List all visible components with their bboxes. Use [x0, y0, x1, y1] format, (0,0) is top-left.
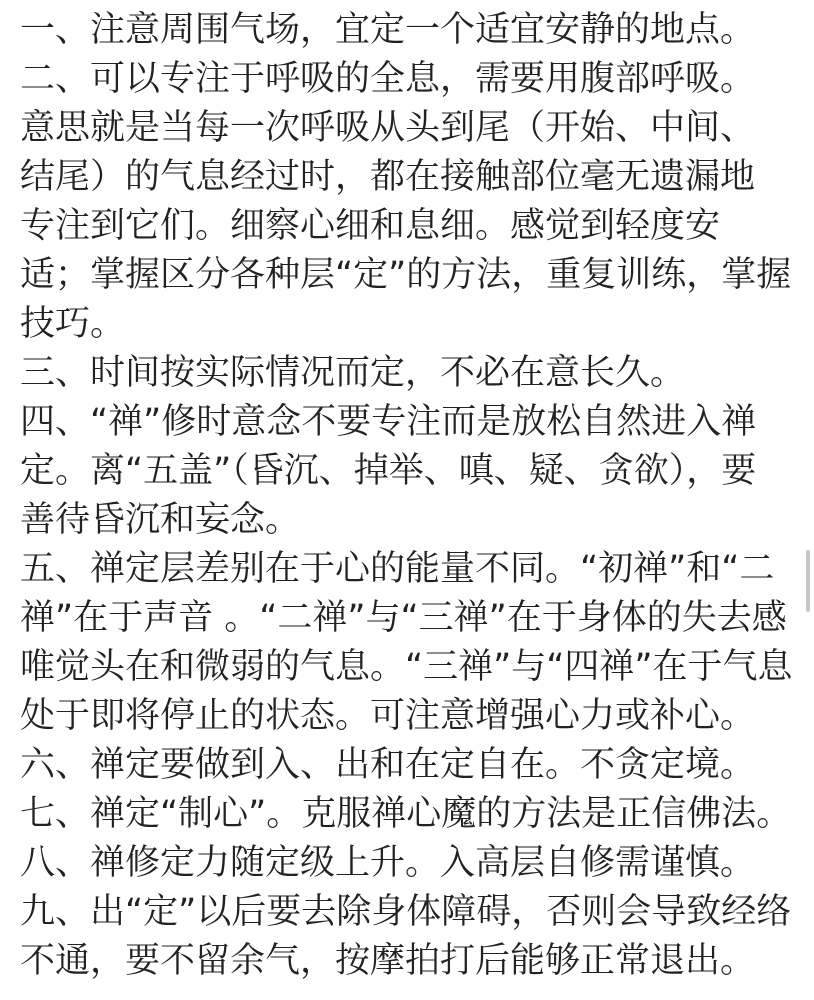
- scrollbar-thumb[interactable]: [806, 550, 810, 612]
- text-line: 八、禅修定力随定级上升。入高层自修需谨慎。: [20, 843, 756, 883]
- text-line: 五、禅定层差别在于心的能量不同。“初禅”和“二: [20, 549, 775, 589]
- text-line: 技巧。: [20, 304, 126, 344]
- scrollbar[interactable]: [802, 0, 814, 1000]
- text-line: 二、可以专注于呼吸的全息，需要用腹部呼吸。: [20, 59, 756, 99]
- text-line: 专注到它们。细察心细和息细。感觉到轻度安: [20, 206, 721, 246]
- text-line: 一、注意周围气场，宜定一个适宜安静的地点。: [20, 10, 756, 50]
- text-line: 三、时间按实际情况而定，不必在意长久。: [20, 353, 686, 393]
- text-line: 七、禅定“制心”。克服禅心魔的方法是正信佛法。: [20, 794, 792, 834]
- text-line: 禅”在于声音 。“二禅”与“三禅”在于身体的失去感: [20, 598, 787, 638]
- text-line: 适；掌握区分各种层“定”的方法，重复训练，掌握: [20, 255, 792, 295]
- text-line: 定。离“五盖”（昏沉、掉举、嗔、疑、贪欲），要: [20, 451, 757, 491]
- text-line: 意思就是当每一次呼吸从头到尾（开始、中间、: [20, 108, 756, 148]
- text-line: 不通，要不留余气，按摩拍打后能够正常退出。: [20, 941, 756, 981]
- text-line: 九、出“定”以后要去除身体障碍，否则会导致经络: [20, 892, 792, 932]
- text-line: 善待昏沉和妄念。: [20, 500, 301, 540]
- text-line: 四、“禅”修时意念不要专注而是放松自然进入禅: [20, 402, 757, 442]
- text-line: 唯觉头在和微弱的气息。“三禅”与“四禅”在于气息: [20, 647, 793, 687]
- text-line: 六、禅定要做到入、出和在定自在。不贪定境。: [20, 745, 756, 785]
- text-line: 处于即将停止的状态。可注意增强心力或补心。: [20, 696, 756, 736]
- text-line: 结尾）的气息经过时，都在接触部位毫无遗漏地: [20, 157, 756, 197]
- document-text: [20, 6, 800, 986]
